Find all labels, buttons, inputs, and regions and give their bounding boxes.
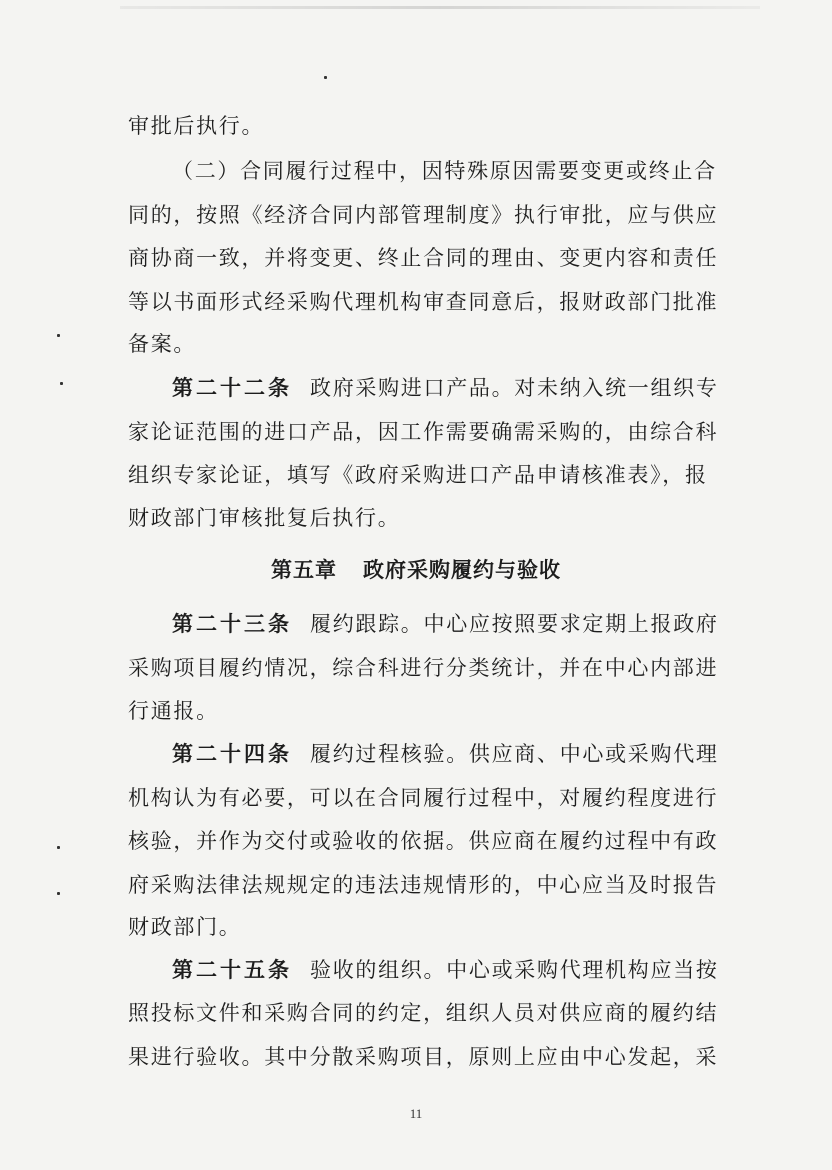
- chapter-number: 第五章: [271, 558, 337, 582]
- text-line: 家论证范围的进口产品，因工作需要确需采购的，由综合科: [128, 420, 719, 444]
- text-line: 财政部门审核批复后执行。: [128, 506, 401, 530]
- chapter-heading: [0, 556, 832, 584]
- article-paragraph: [172, 374, 762, 402]
- text-line: 履约跟踪。中心应按照要求定期上报政府: [310, 612, 719, 636]
- text-line: 验收的组织。中心或采购代理机构应当按: [310, 958, 719, 982]
- page-number: 11: [409, 1106, 423, 1121]
- text-line: （二）合同履行过程中，因特殊原因需要变更或终止合: [172, 159, 717, 183]
- article-number: 第二十二条: [172, 376, 292, 400]
- text-line: 履约过程核验。供应商、中心或采购代理: [310, 742, 719, 766]
- scan-speck: [57, 846, 60, 849]
- article-paragraph: [172, 610, 762, 638]
- article-paragraph: [172, 740, 762, 768]
- text-line: 采购项目履约情况，综合科进行分类统计，并在中心内部进: [128, 656, 719, 680]
- scan-edge-line: [120, 6, 760, 9]
- text-line: 备案。: [128, 332, 197, 356]
- chapter-title: 政府采购履约与验收: [363, 558, 561, 582]
- article-paragraph: [172, 956, 762, 984]
- article-number: 第二十五条: [172, 958, 292, 982]
- text-line: 照投标文件和采购合同的约定，组织人员对供应商的履约结: [128, 1001, 719, 1025]
- text-line: 审批后执行。: [128, 114, 265, 138]
- text-line: 府采购法律法规规定的违法违规情形的，中心应当及时报告: [128, 873, 719, 897]
- scan-speck: [57, 334, 60, 337]
- article-number: 第二十四条: [172, 742, 292, 766]
- text-line: 果进行验收。其中分散采购项目，原则上应由中心发起，采: [128, 1045, 719, 1069]
- text-line: 商协商一致，并将变更、终止合同的理由、变更内容和责任: [128, 246, 719, 270]
- text-line: 等以书面形式经采购代理机构审查同意后，报财政部门批准: [128, 290, 719, 314]
- text-line: 同的，按照《经济合同内部管理制度》执行审批，应与供应: [128, 203, 719, 227]
- text-line: 机构认为有必要，可以在合同履行过程中，对履约程度进行: [128, 786, 719, 810]
- scan-speck: [324, 76, 327, 79]
- scan-speck: [60, 382, 63, 385]
- scan-speck: [57, 892, 60, 895]
- text-line: 组织专家论证，填写《政府采购进口产品申请核准表》，报: [128, 463, 708, 487]
- text-line: 财政部门。: [128, 915, 242, 939]
- text-line: 政府采购进口产品。对未纳入统一组织专: [310, 376, 719, 400]
- article-number: 第二十三条: [172, 612, 292, 636]
- text-line: 核验，并作为交付或验收的依据。供应商在履约过程中有政: [128, 829, 719, 853]
- text-line: 行通报。: [128, 699, 219, 723]
